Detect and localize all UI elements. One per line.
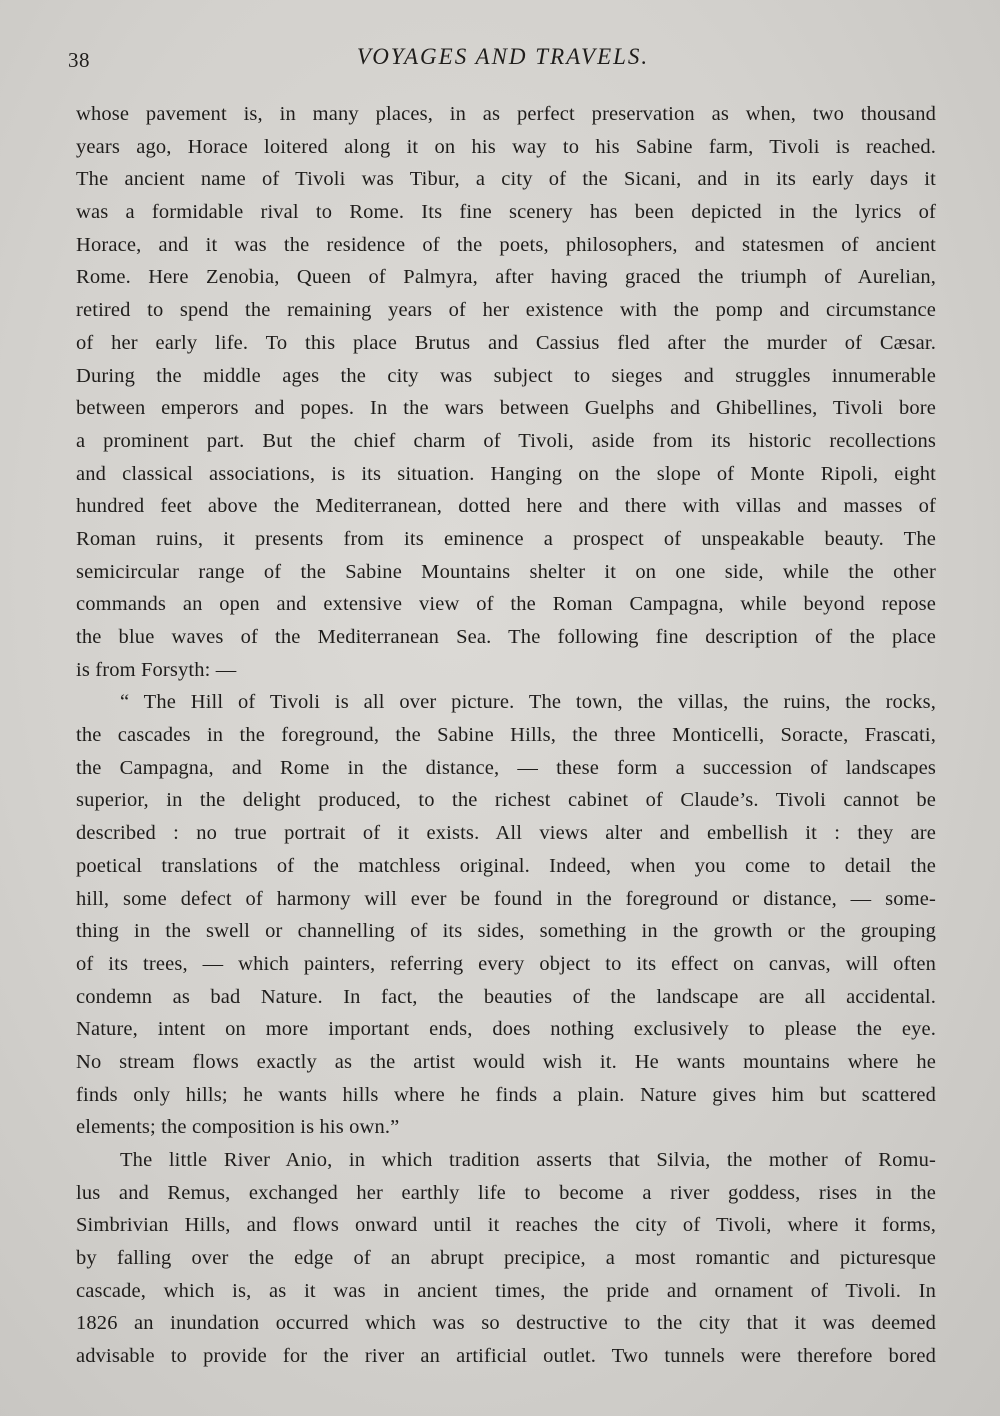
text-line: No stream flows exactly as the artist would wish it. He wants mountains where he	[76, 1050, 936, 1073]
text-line: elements; the composition is his own.”	[76, 1116, 400, 1139]
text-line: poetical translations of the matchless original. Indeed, when you come to detail the	[76, 854, 936, 877]
text-line: of her early life. To this place Brutus and Cassius fled after the murder of Cæsar.	[76, 331, 936, 354]
text-line: advisable to provide for the river an artificial outlet. Two tunnels were therefore bored	[76, 1345, 936, 1368]
text-line: Rome. Here Zenobia, Queen of Palmyra, after having graced the triumph of Aurelian,	[76, 266, 936, 289]
text-line: Nature, intent on more important ends, does nothing exclusively to please the eye.	[76, 1018, 936, 1041]
text-line: between emperors and popes. In the wars between Guelphs and Ghibellines, Tivoli bore	[76, 397, 936, 420]
page-header	[68, 44, 938, 80]
text-line: The ancient name of Tivoli was Tibur, a city of the Sicani, and in its early days it	[76, 168, 936, 191]
text-line: hundred feet above the Mediterranean, dotted here and there with villas and masses of	[76, 495, 936, 518]
text-line: is from Forsyth: —	[76, 658, 237, 681]
text-line: commands an open and extensive view of the Roman Campagna, while beyond repose	[76, 593, 936, 616]
text-line: whose pavement is, in many places, in as perfect preservation as when, two thousand	[76, 103, 936, 125]
text-line: the cascades in the foreground, the Sabine Hills, the three Monticelli, Soracte, Frascati,	[76, 724, 936, 747]
text-line: superior, in the delight produced, to the richest cabinet of Claude’s. Tivoli cannot be	[76, 789, 936, 812]
text-line: a prominent part. But the chief charm of Tivoli, aside from its historic recollections	[76, 429, 936, 452]
text-line: hill, some defect of harmony will ever be found in the foreground or distance, — some-	[76, 887, 936, 910]
text-line: by falling over the edge of an abrupt precipice, a most romantic and picturesque	[76, 1247, 936, 1270]
text-line: retired to spend the remaining years of her existence with the pomp and circumstance	[76, 299, 936, 322]
text-line: was a formidable rival to Rome. Its fine scenery has been depicted in the lyrics of	[76, 201, 936, 224]
text-line: years ago, Horace loitered along it on his way to his Sabine farm, Tivoli is reached.	[76, 135, 936, 158]
text-line: the Campagna, and Rome in the distance, — these form a succession of landscapes	[76, 756, 936, 779]
paragraph-continuation	[76, 98, 936, 686]
text-line: lus and Remus, exchanged her earthly life to become a river goddess, rises in the	[76, 1181, 936, 1204]
text-line: Horace, and it was the residence of the poets, philosophers, and statesmen of ancient	[76, 233, 936, 256]
text-line: Simbrivian Hills, and flows onward until it reaches the city of Tivoli, where it forms,	[76, 1214, 936, 1237]
text-line: thing in the swell or channelling of its sides, something in the growth or the grouping	[76, 920, 936, 943]
text-line: and classical associations, is its situation. Hanging on the slope of Monte Ripoli, eight	[76, 462, 936, 485]
running-head: VOYAGES AND TRAVELS.	[356, 44, 650, 69]
text-line: of its trees, — which painters, referring every object to its effect on canvas, will often	[76, 952, 936, 975]
text-line: described : no true portrait of it exists. All views alter and embellish it : they are	[76, 822, 936, 845]
paragraph-anio	[76, 1144, 936, 1373]
text-line: cascade, which is, as it was in ancient times, the pride and ornament of Tivoli. In	[76, 1279, 936, 1302]
text-line: finds only hills; he wants hills where he finds a plain. Nature gives him but scattered	[76, 1083, 936, 1106]
page-number: 38	[68, 48, 90, 72]
text-line: The little River Anio, in which tradition asserts that Silvia, the mother of Romu-	[120, 1149, 936, 1171]
text-line: condemn as bad Nature. In fact, the beauties of the landscape are all accidental.	[76, 985, 936, 1008]
body-text	[76, 98, 936, 1373]
text-line: “ The Hill of Tivoli is all over picture. The town, the villas, the ruins, the rocks,	[120, 691, 936, 714]
text-line: 1826 an inundation occurred which was so destructive to the city that it was deemed	[76, 1312, 936, 1335]
text-line: Roman ruins, it presents from its eminence a prospect of unspeakable beauty. The	[76, 527, 936, 550]
text-line: the blue waves of the Mediterranean Sea. The following fine description of the place	[76, 626, 936, 648]
text-line: semicircular range of the Sabine Mountains shelter it on one side, while the other	[76, 560, 936, 583]
paragraph-quote	[76, 686, 936, 1144]
text-line: During the middle ages the city was subject to sieges and struggles innumerable	[76, 364, 936, 387]
